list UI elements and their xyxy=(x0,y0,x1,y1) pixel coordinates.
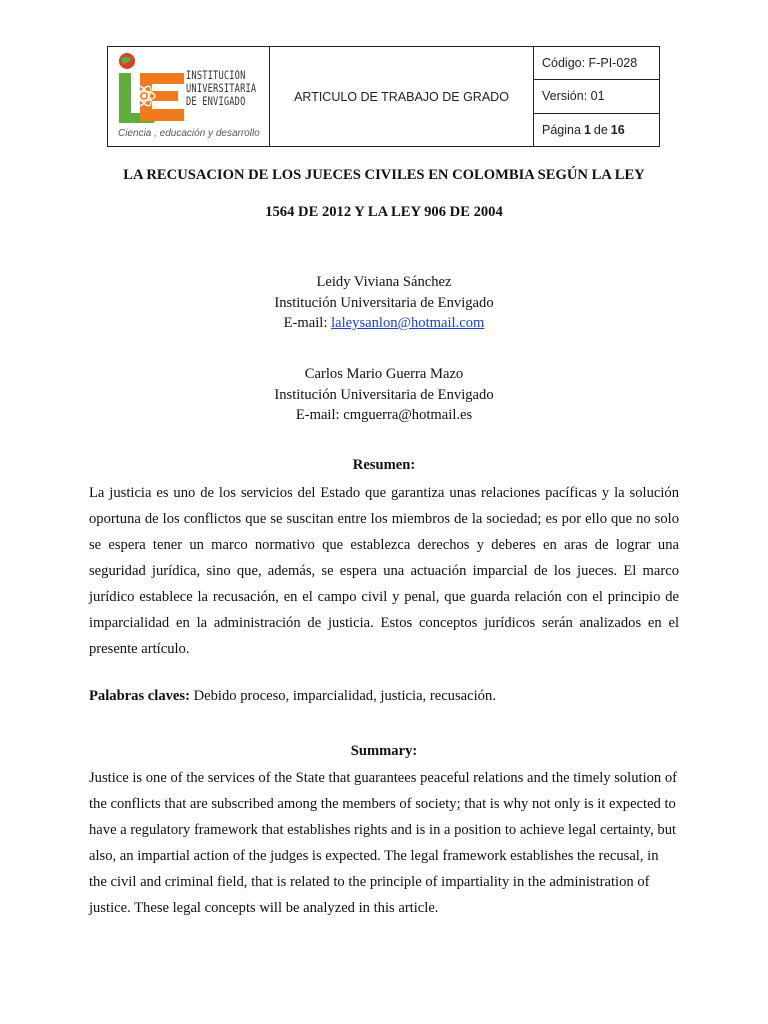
document-type-label: ARTICULO DE TRABAJO DE GRADO xyxy=(270,47,534,146)
institution-name xyxy=(186,69,257,108)
keywords-label: Palabras claves: xyxy=(89,688,190,704)
email-prefix: E-mail: xyxy=(295,407,340,423)
institution-name-line: INSTITUCIÓN xyxy=(186,69,246,82)
institution-name-line: UNIVERSITARIA xyxy=(186,82,257,95)
author-block xyxy=(80,272,688,334)
author-email-line xyxy=(80,405,688,426)
page-total: 16 xyxy=(610,123,625,138)
author-name: Leidy Viviana Sánchez xyxy=(316,274,452,290)
page-of: de xyxy=(593,123,608,138)
institution-slogan: Ciencia , educación y desarrollo xyxy=(118,128,260,139)
page-current: 1 xyxy=(583,123,591,138)
author-block xyxy=(80,364,688,426)
page-counter xyxy=(534,114,660,147)
author-email: cmguerra@hotmail.es xyxy=(343,407,473,423)
institution-logo xyxy=(108,47,270,146)
document-version: Versión: 01 xyxy=(534,80,660,113)
article-title-line-2: 1564 DE 2012 Y LA LEY 906 DE 2004 xyxy=(265,204,503,220)
document-header-table xyxy=(107,46,660,147)
page-prefix: Página xyxy=(542,123,581,138)
logo-mark-icon xyxy=(114,51,188,125)
author-email-link[interactable]: laleysanlon@hotmail.com xyxy=(331,315,485,331)
author-name: Carlos Mario Guerra Mazo xyxy=(304,366,464,382)
keywords-line xyxy=(89,688,679,705)
resumen-paragraph: La justicia es uno de los servicios del Estado que garantiza unas relaciones pacíficas y la solución oportuna de los conflictos que se suscitan entre los miembros de la sociedad; es por ello que no solo se espera tener un marco normativo que establezca derechos y deberes en aras de lograr una seguridad jurídica, sino que, además, se espera una actuación imparcial de los jueces. El marco jurídico establece la recusación, en el campo civil y penal, que guarda relación con el principio de imparcialidad en la administración de justicia. Estos conceptos jurídicos serán analizados en el presente artículo. xyxy=(89,485,679,657)
author-institution: Institución Universitaria de Envigado xyxy=(274,386,494,403)
keywords-text: Debido proceso, imparcialidad, justicia, recusación. xyxy=(189,688,496,704)
email-prefix: E-mail: xyxy=(283,315,328,331)
article-title-line-1: LA RECUSACION DE LOS JUECES CIVILES EN COLOMBIA SEGÚN LA LEY xyxy=(123,167,645,183)
resumen-heading: Resumen: xyxy=(352,457,416,473)
document-code: Código: F-PI-028 xyxy=(534,47,660,80)
summary-heading: Summary: xyxy=(350,743,418,759)
summary-paragraph: Justice is one of the services of the State that guarantees peaceful relations and the timely solution of the conflicts that are subscribed among the members of society; that is why not only is it expected to have a regulatory framework that establishes rights and is in a position to achieve legal certainty, but also, an impartial action of the judges is expected. The legal framework establishes the recusal, in the civil and criminal field, that is related to the principle of impartiality in the administration of justice. These legal concepts will be analyzed in this article. xyxy=(89,770,678,916)
institution-name-line: DE ENVIGADO xyxy=(186,95,246,108)
author-institution: Institución Universitaria de Envigado xyxy=(274,294,494,311)
author-email-line xyxy=(80,313,688,334)
